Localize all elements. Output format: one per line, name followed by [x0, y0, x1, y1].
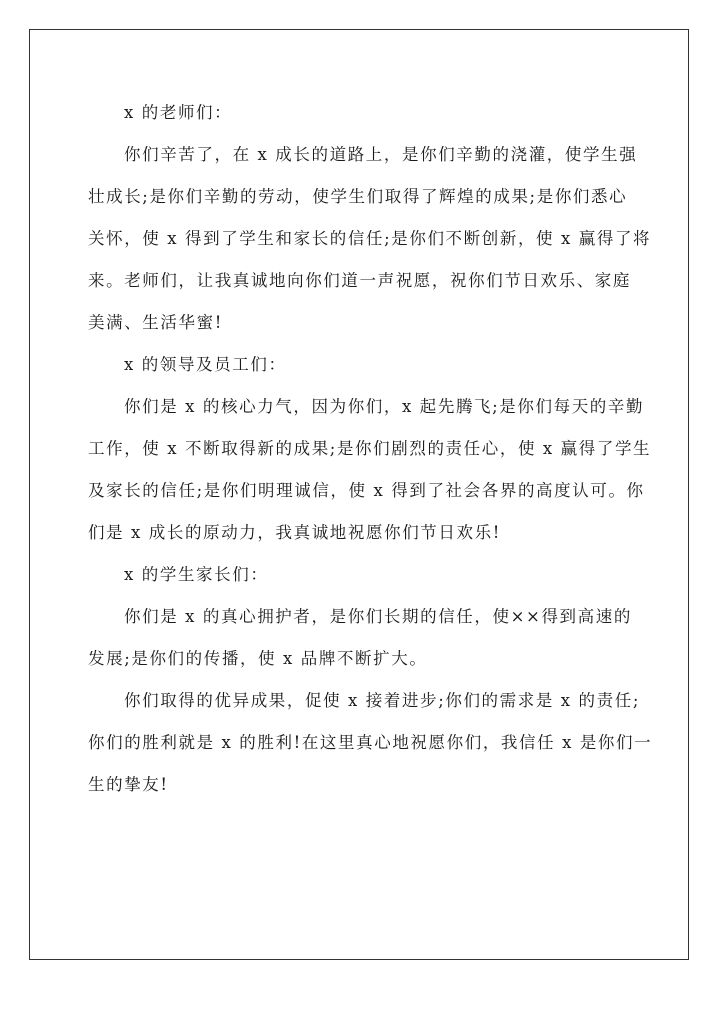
paragraph-parents-line-1: 你们是 x 的真心拥护者，是你们长期的信任，使××得到高速的 — [124, 607, 632, 626]
paragraph-closing-line-1: 你们取得的优异成果，促使 x 接着进步;你们的需求是 x 的责任; — [124, 691, 641, 710]
paragraph-staff-line-2: 工作，使 x 不断取得新的成果;是你们剧烈的责任心，使 x 赢得了学生 — [88, 439, 652, 458]
paragraph-staff-line-1: 你们是 x 的核心力气，因为你们，x 起先腾飞;是你们每天的辛勤 — [124, 397, 645, 416]
paragraph-staff-line-4: 们是 x 成长的原动力，我真诚地祝愿你们节日欢乐! — [88, 523, 501, 542]
salutation-parents: x 的学生家长们： — [124, 565, 269, 584]
salutation-staff: x 的领导及员工们： — [124, 355, 287, 374]
salutation-teachers: x 的老师们： — [124, 103, 233, 122]
paragraph-teachers-line-5: 美满、生活华蜜! — [88, 313, 223, 332]
paragraph-teachers-line-4: 来。老师们，让我真诚地向你们道一声祝愿，祝你们节日欢乐、家庭 — [88, 271, 631, 290]
paragraph-closing-line-2: 你们的胜利就是 x 的胜利!在这里真心地祝愿你们，我信任 x 是你们一 — [88, 733, 653, 752]
document-body — [88, 92, 653, 806]
paragraph-teachers-line-2: 壮成长;是你们辛勤的劳动，使学生们取得了辉煌的成果;是你们悉心 — [88, 187, 628, 206]
paragraph-closing-line-3: 生的挚友! — [88, 775, 169, 794]
paragraph-teachers-line-1: 你们辛苦了，在 x 成长的道路上，是你们辛勤的浇灌，使学生强 — [124, 145, 638, 164]
paragraph-staff-line-3: 及家长的信任;是你们明理诚信，使 x 得到了社会各界的高度认可。你 — [88, 481, 645, 500]
paragraph-teachers-line-3: 关怀，使 x 得到了学生和家长的信任;是你们不断创新，使 x 赢得了将 — [88, 229, 652, 248]
paragraph-parents-line-2: 发展;是你们的传播，使 x 品牌不断扩大。 — [88, 649, 428, 668]
